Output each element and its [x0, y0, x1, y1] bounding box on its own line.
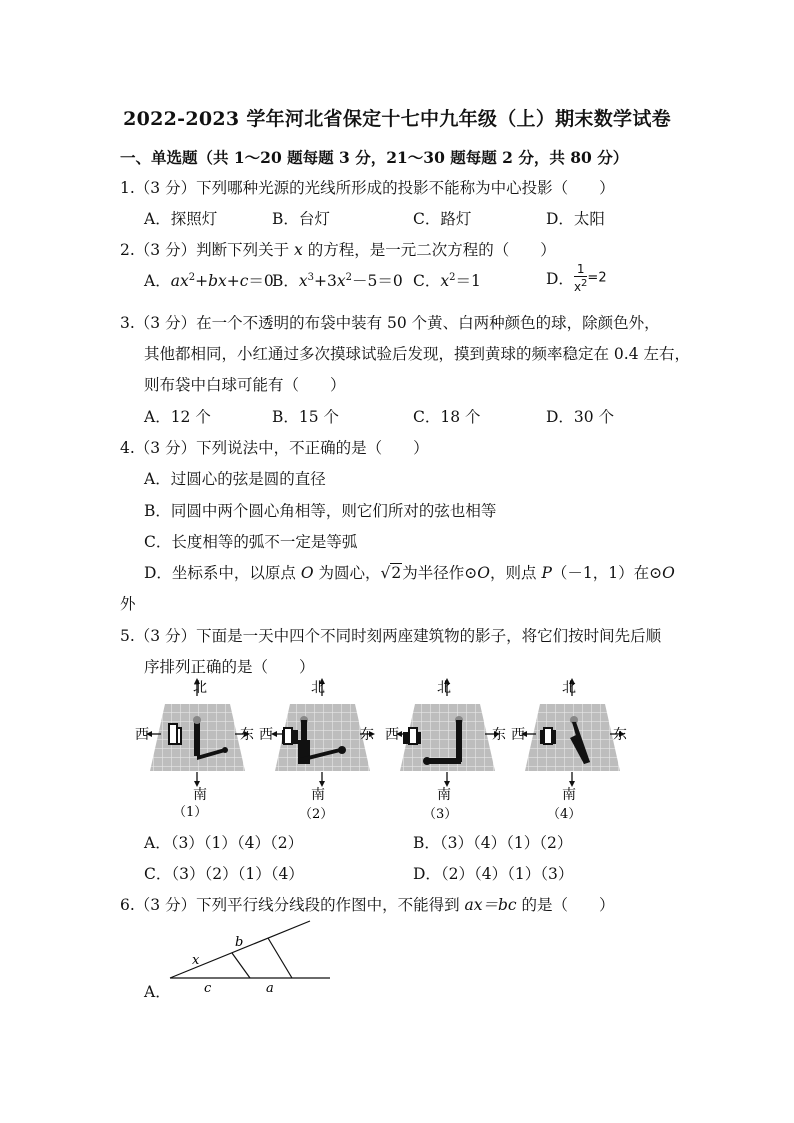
fig3-east-label: 东 — [492, 727, 506, 743]
q3-option-b[interactable]: B．15 个 — [272, 408, 340, 426]
fig4-caption: （4） — [547, 807, 582, 822]
q2-option-c[interactable]: C．$x^2=1$ — [413, 271, 481, 290]
q4-option-d-line-2: 外 — [120, 595, 136, 613]
q2-option-d[interactable]: D． $\frac{1}{x^2}$ =2 — [546, 262, 607, 294]
q3-option-d[interactable]: D．30 个 — [546, 408, 615, 426]
q3-option-c[interactable]: C．18 个 — [413, 408, 481, 426]
label-b: b — [235, 935, 244, 950]
fig2-east-label: 东 — [360, 727, 374, 743]
fig2-caption: （2） — [299, 807, 334, 822]
shadow-figures — [135, 676, 655, 826]
q5-option-b[interactable]: B．（3）（4）（1）（2） — [413, 834, 573, 852]
q1-option-a[interactable]: A．探照灯 — [144, 210, 218, 228]
fig2-west-label: 西 — [259, 727, 273, 743]
question-6-stem: 6.（3 分）下列平行线分线段的作图中，不能得到 ax＝bc 的是（ ） — [120, 896, 615, 914]
q2-option-b[interactable]: B．$x^3+3x^2-5=0$ — [272, 271, 403, 290]
q3-option-a[interactable]: A．12 个 — [144, 408, 211, 426]
q4-option-c[interactable]: C．长度相等的弧不一定是等弧 — [144, 533, 358, 551]
question-3-line-2: 其他都相同，小红通过多次摸球试验后发现，摸到黄球的频率稳定在 0.4 左右， — [144, 345, 691, 363]
question-3-line-3: 则布袋中白球可能有（ ） — [144, 376, 346, 394]
q4-option-b[interactable]: B．同圆中两个圆心角相等，则它们所对的弦也相等 — [144, 502, 497, 520]
q2-option-a[interactable]: A．$ax^2+bx+c=0$ — [144, 271, 274, 290]
label-x: x — [192, 953, 200, 968]
fig3-north-label: 北 — [437, 680, 451, 696]
label-c: c — [204, 981, 212, 996]
fig4-south-label: 南 — [562, 787, 576, 803]
fig1-east-label: 东 — [240, 727, 254, 743]
question-5-line-1: 5.（3 分）下面是一天中四个不同时刻两座建筑物的影子，将它们按时间先后顺 — [120, 627, 662, 645]
fig4-west-label: 西 — [511, 727, 525, 743]
q1-option-d[interactable]: D．太阳 — [546, 210, 605, 228]
fig1-caption: （1） — [173, 805, 208, 820]
question-1-stem: 1.（3 分）下列哪种光源的光线所形成的投影不能称为中心投影（ ） — [120, 179, 615, 197]
fig3-south-label: 南 — [437, 787, 451, 803]
fig3-caption: （3） — [423, 807, 458, 822]
question-5-line-2: 序排列正确的是（ ） — [144, 658, 315, 676]
fig4-east-label: 东 — [613, 727, 627, 743]
q5-option-a[interactable]: A．（3）（1）（4）（2） — [144, 834, 304, 852]
fig1-south-label: 南 — [193, 787, 207, 803]
q5-option-c[interactable]: C．（3）（2）（1）（4） — [144, 865, 304, 883]
fig1-north-label: 北 — [193, 680, 207, 696]
fig3-west-label: 西 — [385, 727, 399, 743]
q6-option-a-diagram — [160, 918, 340, 998]
q1-option-b[interactable]: B．台灯 — [272, 210, 330, 228]
fig4-north-label: 北 — [562, 680, 576, 696]
question-4-stem: 4.（3 分）下列说法中，不正确的是（ ） — [120, 439, 429, 457]
question-3-line-1: 3.（3 分）在一个不透明的布袋中装有 50 个黄、白两种颜色的球，除颜色外， — [120, 314, 660, 332]
section-heading: 一、单选题（共 1～20 题每题 3 分，21～30 题每题 2 分，共 80 分） — [120, 148, 629, 167]
q5-option-d[interactable]: D．（2）（4）（1）（3） — [413, 865, 574, 883]
page-title: 2022-2023 学年河北省保定十七中九年级（上）期末数学试卷 — [123, 108, 671, 130]
q6-option-a-label[interactable]: A． — [144, 983, 171, 1001]
question-2-stem: 2.（3 分）判断下列关于 x 的方程，是一元二次方程的（ ） — [120, 241, 556, 259]
fraction: $\frac{1}{x^2}$ — [573, 262, 588, 294]
q4-option-d[interactable]: D．坐标系中，以原点 O 为圆心，√2为半径作⊙O，则点 P（－1，1）在⊙O — [144, 564, 675, 582]
fig1-west-label: 西 — [135, 727, 149, 743]
fig2-south-label: 南 — [311, 787, 325, 803]
fig2-north-label: 北 — [311, 680, 325, 696]
label-a: a — [266, 981, 274, 996]
q4-option-a[interactable]: A．过圆心的弦是圆的直径 — [144, 470, 326, 488]
sqrt-symbol: √2 — [380, 564, 402, 582]
q1-option-c[interactable]: C．路灯 — [413, 210, 472, 228]
